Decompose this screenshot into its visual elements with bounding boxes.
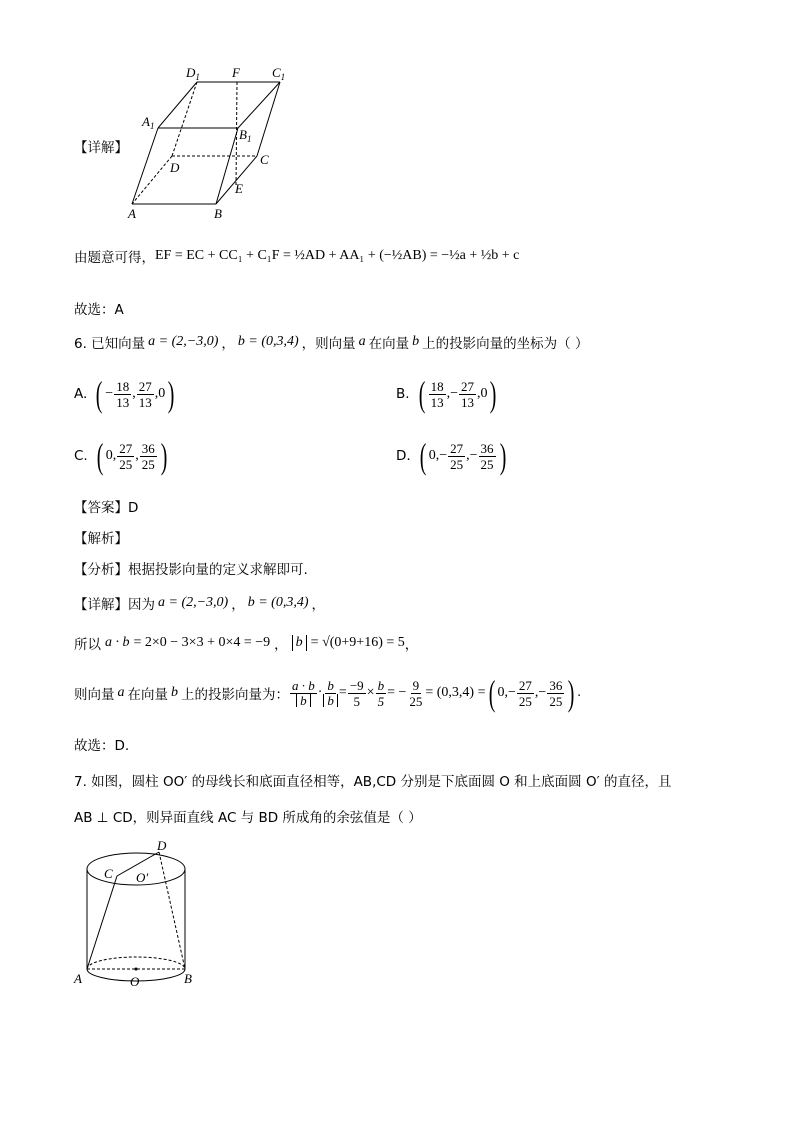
label-c1: $C_1$ [272,65,286,82]
cyl-label-a: A [74,971,82,986]
label-b: B [214,206,222,221]
q6-analysis-title: 【解析】 [74,531,128,547]
q6-vec-b: b = (0,3,4) [237,334,299,349]
q6-final: 故选：D. [74,738,130,754]
cyl-label-b: B [184,971,192,986]
q6-option-b[interactable]: B. ( $\frac{18}{13}$ ,− $\frac{27}{13}$ , 0 ) [396,374,497,414]
parallelepiped-figure [120,62,300,222]
q6-analysis: 【分析】根据投影向量的定义求解即可. [74,562,308,578]
option-c-label: C. [74,448,88,464]
option-d-label: D. [396,448,411,464]
q6-text-d: 在向量 [368,336,410,352]
ef-equation: EF = EC + CC₁ + C₁F = ½AD + AA₁ + (−½AB) = −½a + ½b + c [155,248,520,263]
q6-norm-expr: = √(0+9+16) = 5 [310,635,405,650]
q6-proj-mid: 在向量 [127,687,168,703]
label-f: F [232,65,240,80]
q6-answer: 【答案】D [74,500,139,516]
label-d: D [170,160,180,175]
q6-text-a: 6. 已知向量 [74,336,146,352]
label-b1: $B_1$ [239,127,252,144]
q6-option-c[interactable]: C. ( 0 , $\frac{27}{25}$ , $\frac{36}{25}$ ) [74,436,168,476]
label-d1: $D_1$ [186,65,200,82]
cyl-label-o: O [130,974,140,989]
q6-proj-row: 则向量 a 在向量 b 上的投影向量为： $\frac{a \cdot b}{b}$ · $\frac{b}{b}$ = $\frac{-9}{5}$ × $\frac{b}{5}$ = − $\frac{9}{25}$ = (0,3,4) = ( 0 ,− $\frac{27}{25}$ ,− $\frac{36}{25}$ ) . [74,673,581,713]
answer-q5: 故选：A [74,302,124,318]
option-b-label: B. [396,386,410,402]
label-c: C [260,152,269,167]
q6-dot-prefix: 所以 [74,637,101,653]
cyl-label-d: D [157,838,167,853]
q6-vec-a: a = (2,−3,0) [148,334,219,349]
detail-label: 【详解】 [74,140,128,156]
label-e: E [235,181,243,196]
q6-text-b: ， [221,336,235,352]
q6-dot-expr: = 2×0 − 3×3 + 0×4 = −9 [133,635,271,650]
q6-detail-row: 【详解】因为 a = (2,−3,0) ， b = (0,3,4) ， [74,595,325,613]
q6-text-e: 上的投影向量的坐标为（ ） [422,336,589,352]
q6-proj-suffix: 上的投影向量为： [181,687,289,703]
ef-equation-row [74,236,519,276]
q6-proj-prefix: 则向量 [74,687,115,703]
cylinder-figure [70,836,210,996]
q6-stem: 6. 已知向量 a = (2,−3,0) ， b = (0,3,4) ，则向量 a 在向量 b 上的投影向量的坐标为（ ） [74,334,589,352]
q6-option-a[interactable]: A. ( − $\frac{18}{13}$ , $\frac{27}{13}$ , 0 ) [74,374,175,414]
cyl-label-o1: O′ [136,870,149,885]
q6-proj-expr: = (0,3,4) = [425,685,486,700]
option-a-label: A. [74,386,88,402]
q6-detail-prefix: 【详解】因为 [74,597,155,613]
q6-dot-row: 所以 a · b = 2×0 − 3×3 + 0×4 = −9 ， b = √(0+9+16) = 5 ， [74,635,419,653]
q6-text-c: ，则向量 [301,336,356,352]
q6-option-d[interactable]: D. ( 0 ,− $\frac{27}{25}$ ,− $\frac{36}{25}$ ) [396,436,506,476]
q7-line1: 7. 如图，圆柱 OO′ 的母线长和底面直径相等，AB,CD 分别是下底面圆 O 和上底面圆 O′ 的直径，且 [74,774,672,790]
cyl-label-c: C [104,866,113,881]
q7-line2: AB ⊥ CD，则异面直线 AC 与 BD 所成角的余弦值是（ ） [74,810,422,826]
label-a: A [128,206,136,221]
eq-intro: 由题意可得， [74,250,155,266]
label-a1: $A_1$ [142,114,155,131]
